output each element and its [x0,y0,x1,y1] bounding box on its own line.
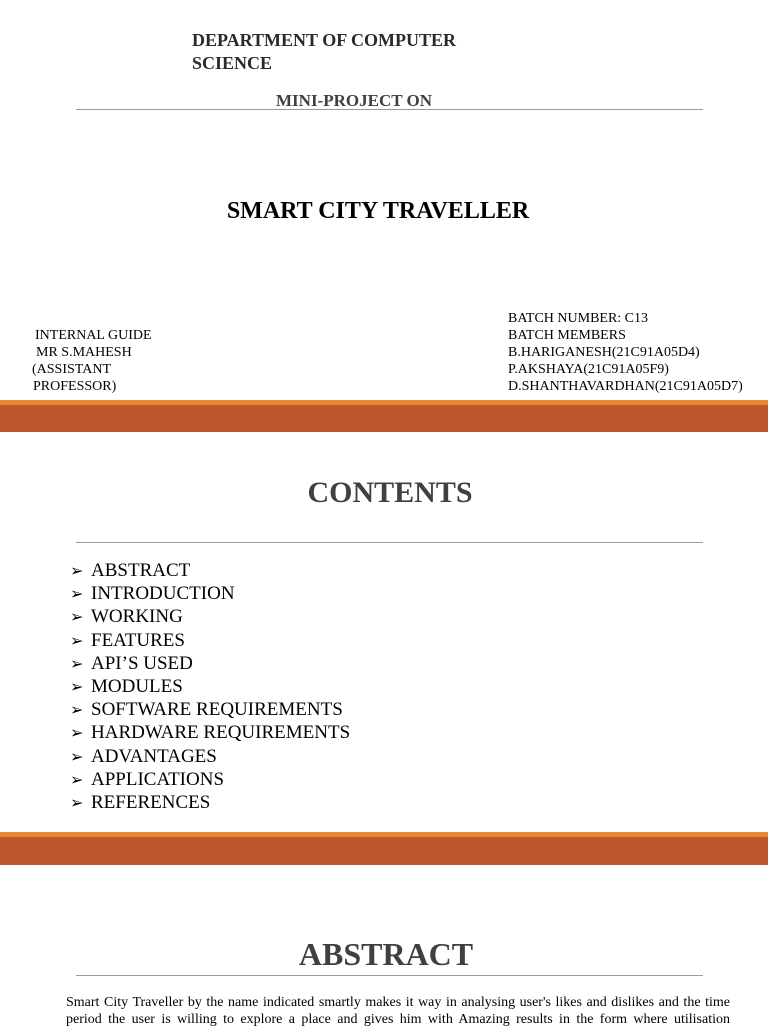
contents-heading: CONTENTS [307,476,473,509]
guide-label: INTERNAL GUIDE [35,328,152,343]
batch-number: BATCH NUMBER: C13 [508,311,649,326]
list-item-label: WORKING [91,606,183,628]
guide-designation-line1: (ASSISTANT [32,362,111,377]
list-item [70,791,350,814]
batch-members-label: BATCH MEMBERS [508,328,626,343]
contents-divider [76,542,703,543]
arrow-bullet-icon: ➢ [70,677,84,697]
arrow-bullet-icon: ➢ [70,653,84,673]
list-item [70,605,350,628]
mini-project-label: MINI-PROJECT ON [276,91,432,110]
list-item [70,698,350,721]
list-item-label: API’S USED [91,652,193,674]
arrow-bullet-icon: ➢ [70,746,84,766]
internal-guide-block [32,327,152,395]
abstract-heading: ABSTRACT [298,936,474,972]
arrow-bullet-icon: ➢ [70,769,84,789]
arrow-bullet-icon: ➢ [70,793,84,813]
list-item-label: SOFTWARE REQUIREMENTS [91,699,343,721]
list-item-label: ABSTRACT [91,560,191,581]
list-item [70,675,350,698]
slide-separator [0,837,768,865]
abstract-text: Smart City Traveller by the name indicated smartly makes it way in analysing user's likes and dislikes and the time period the user is willing to explore a place and gives him with Amazing results in the form where utilisation [66,995,730,1027]
abstract-divider [76,975,703,976]
guide-designation-line2: PROFESSOR) [33,379,117,394]
arrow-bullet-icon: ➢ [70,700,84,720]
list-item [70,745,350,768]
slide-separator [0,405,768,432]
list-item [70,582,350,605]
arrow-bullet-icon: ➢ [70,723,84,743]
contents-list [70,559,350,814]
project-title: SMART CITY TRAVELLER [226,198,530,224]
list-item-label: MODULES [91,676,183,698]
department-title: DEPARTMENT OF COMPUTER SCIENCE [192,30,457,73]
batch-member: D.SHANTHAVARDHAN(21C91A05D7) [508,379,743,394]
guide-name: MR S.MAHESH [36,345,132,360]
list-item-label: INTRODUCTION [91,583,235,605]
batch-member: P.AKSHAYA(21C91A05F9) [508,362,669,377]
arrow-bullet-icon: ➢ [70,561,84,580]
batch-member: B.HARIGANESH(21C91A05D4) [508,345,700,360]
list-item-label: APPLICATIONS [91,768,225,790]
list-item-label: REFERENCES [91,792,211,814]
batch-block [508,310,743,395]
list-item [70,652,350,675]
list-item-label: FEATURES [91,629,185,651]
list-item [70,559,350,582]
arrow-bullet-icon: ➢ [70,630,84,650]
list-item-label: HARDWARE REQUIREMENTS [91,722,351,744]
arrow-bullet-icon: ➢ [70,607,84,627]
arrow-bullet-icon: ➢ [70,584,84,604]
list-item [70,629,350,652]
list-item-label: ADVANTAGES [91,745,217,767]
list-item [70,721,350,744]
list-item [70,768,350,791]
